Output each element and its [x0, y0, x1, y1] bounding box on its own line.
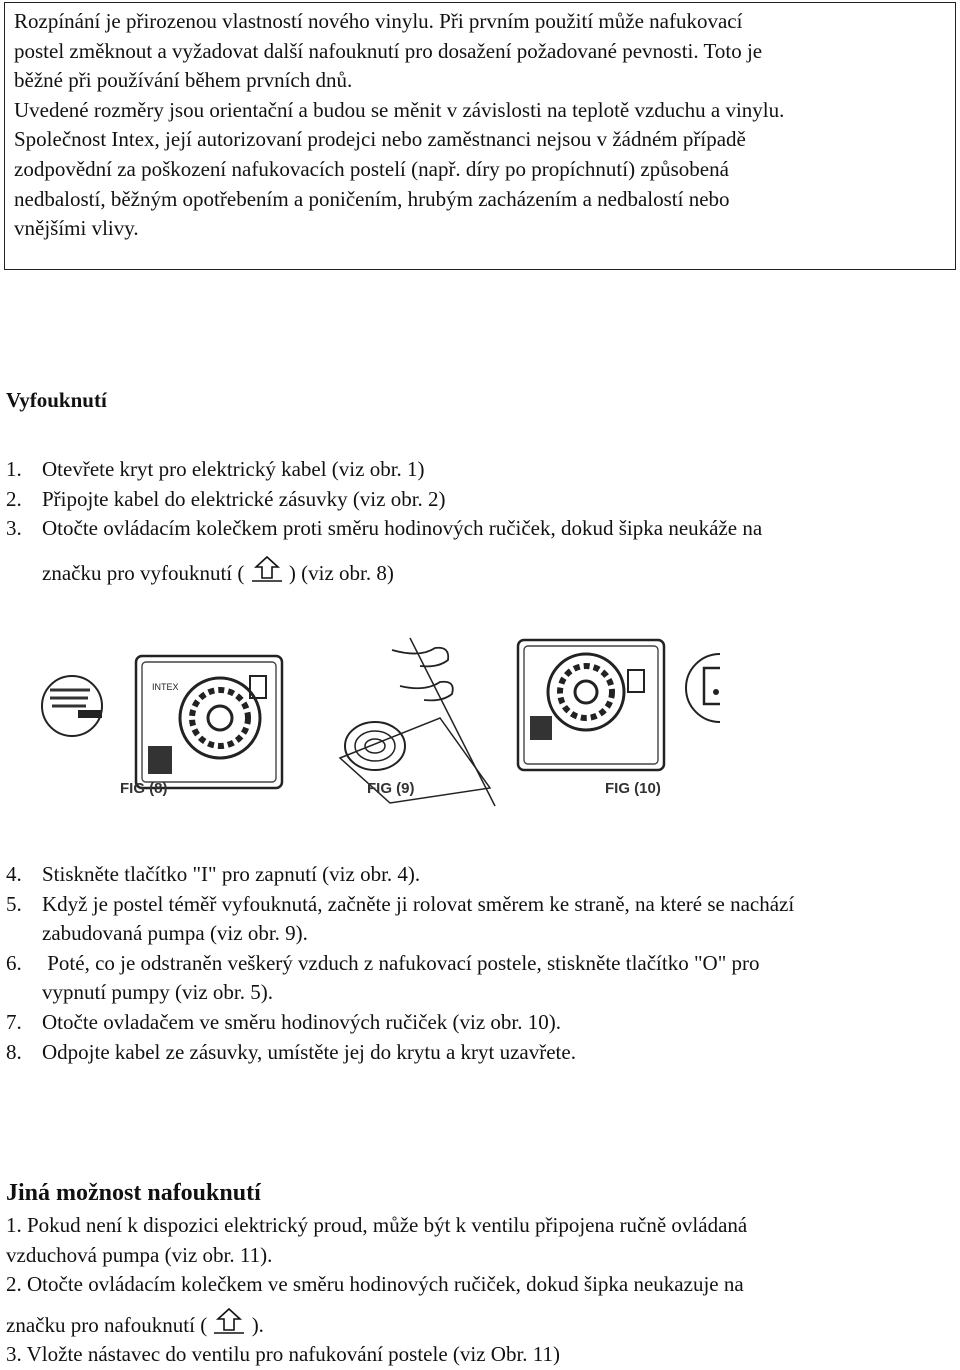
fig9-caption: FIG (9) — [367, 780, 415, 797]
step-text: značku pro vyfouknutí ( — [42, 560, 245, 585]
list-item — [6, 1008, 951, 1038]
notice-line: nedbalostí, běžným opotřebením a poničením, hrubým zacházením a nedbalostí nebo — [14, 186, 730, 211]
step-number: 2. — [6, 486, 22, 511]
text-line: 3. Vložte nástavec do ventilu pro nafukování postele (viz Obr. 11) — [6, 1342, 561, 1367]
step-text: ) (viz obr. 8) — [288, 560, 394, 585]
notice-line: Uvedené rozměry jsou orientační a budou se měnit v závislosti na teplotě vzduchu a vinylu. — [14, 97, 785, 122]
step-number: 1. — [6, 457, 22, 481]
step-text: Otočte ovládacím kolečkem proti směru hodinových ručiček, dokud šipka neukáže na — [42, 516, 763, 541]
notice-line: běžné při používání během prvních dnů. — [14, 68, 353, 93]
notice-line: zodpovědní za poškození nafukovacích postelí (např. díry po propíchnutí) způsobená — [14, 156, 729, 181]
notice-line: vnějšími vlivy. — [14, 216, 139, 241]
list-item — [6, 514, 951, 544]
step-number: 6. — [6, 950, 22, 975]
list-item-continuation — [6, 978, 951, 1008]
deflate-heading: Vyfouknutí — [6, 388, 107, 412]
text-fragment: ). — [251, 1312, 264, 1337]
step-number: 8. — [6, 1039, 22, 1064]
deflate-steps-list — [6, 455, 951, 588]
step-text: Poté, co je odstraněn veškerý vzduch z nafukovací postele, stiskněte tlačítko "O" pro — [42, 950, 760, 975]
fig10-illustration — [518, 640, 720, 770]
text-line: vzduchová pumpa (viz obr. 11). — [6, 1242, 273, 1267]
step-number: 4. — [6, 862, 22, 886]
text-line-with-icon — [6, 1306, 951, 1341]
text-line: 2. Otočte ovládacím kolečkem ve směru hodinových ručiček, dokud šipka neukazuje na — [6, 1272, 744, 1297]
step-text: Když je postel téměř vyfouknutá, začněte ji rolovat směrem ke straně, na které se nachází — [42, 891, 795, 916]
other-inflation-heading: Jiná možnost nafouknutí — [6, 1180, 261, 1206]
notice-line: Rozpínání je přirozenou vlastností nového vinylu. Při prvním použití může nafukovací — [14, 9, 743, 33]
notice-box — [4, 2, 956, 270]
list-item — [6, 890, 951, 920]
figures-row — [40, 628, 720, 808]
list-item — [6, 455, 951, 485]
notice-line: Společnost Intex, její autorizovaní prodejci nebo zaměstnanci nejsou v žádném případě — [14, 127, 746, 152]
deflate-steps-list-2 — [6, 860, 951, 1067]
fig8-label: INTEX — [152, 682, 179, 692]
step-text: zabudovaná pumpa (viz obr. 9). — [42, 921, 308, 946]
step-text: Otočte ovladačem ve směru hodinových ručiček (viz obr. 10). — [42, 1009, 561, 1034]
list-item — [6, 1038, 951, 1068]
text-fragment: značku pro nafouknutí ( — [6, 1312, 208, 1337]
step-number: 3. — [6, 516, 22, 541]
inflate-arrow-icon — [212, 1306, 246, 1336]
fig10-caption: FIG (10) — [605, 780, 661, 797]
step-text: Připojte kabel do elektrické zásuvky (viz obr. 2) — [42, 486, 446, 511]
fig8-illustration — [42, 656, 282, 788]
step-text: Stiskněte tlačítko "I" pro zapnutí (viz obr. 4). — [42, 862, 421, 886]
step-text: vypnutí pumpy (viz obr. 5). — [42, 980, 273, 1005]
step-number: 7. — [6, 1009, 22, 1034]
step-text: Odpojte kabel ze zásuvky, umístěte jej do krytu a kryt uzavřete. — [42, 1039, 576, 1064]
deflate-arrow-icon — [250, 554, 284, 584]
list-item-continuation — [6, 554, 951, 589]
text-line: 1. Pokud není k dispozici elektrický proud, může být k ventilu připojena ručně ovládaná — [6, 1213, 748, 1237]
list-item — [6, 949, 951, 979]
list-item — [6, 485, 951, 515]
list-item-continuation — [6, 919, 951, 949]
step-number: 5. — [6, 891, 22, 916]
list-item — [6, 860, 951, 890]
step-text: Otevřete kryt pro elektrický kabel (viz obr. 1) — [42, 457, 425, 481]
other-inflation-text — [6, 1211, 951, 1370]
notice-line: postel změknout a vyžadovat další nafouknutí pro dosažení požadované pevnosti. Toto je — [14, 38, 763, 63]
fig9-illustration — [340, 638, 495, 806]
fig8-caption: FIG (8) — [120, 780, 168, 797]
